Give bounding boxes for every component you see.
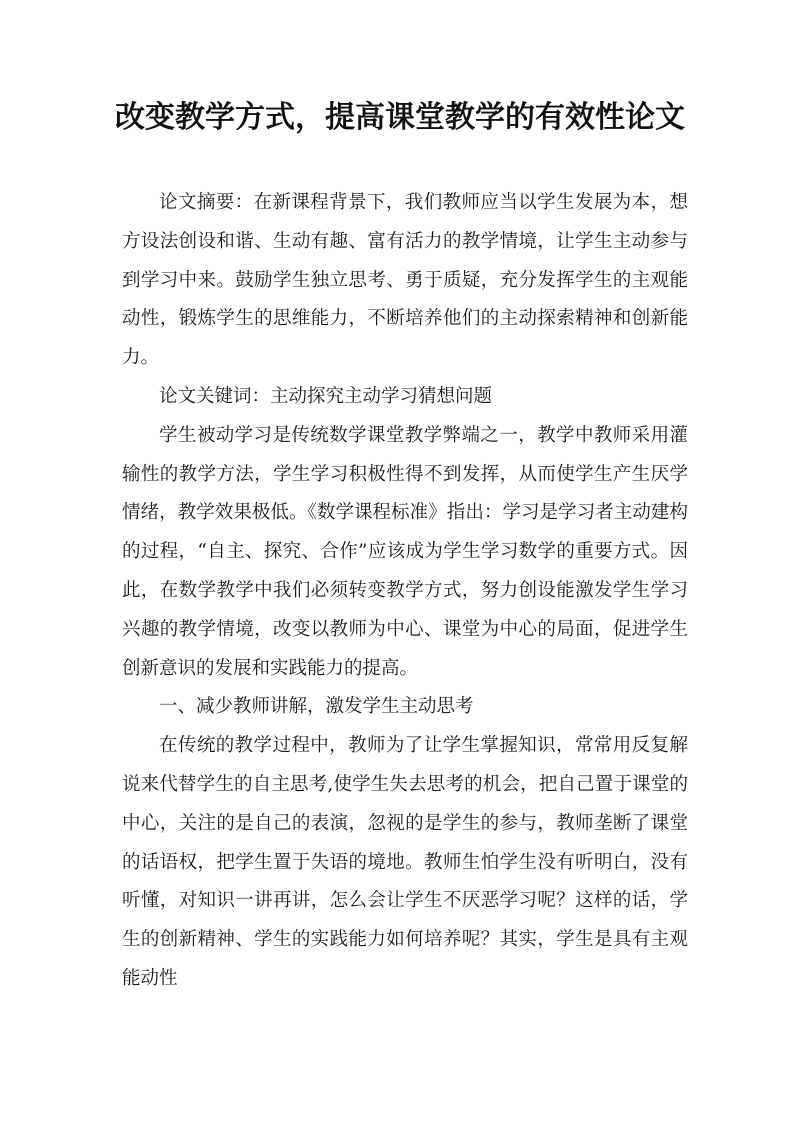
document-title: 改变教学方式，提高课堂教学的有效性论文 — [115, 100, 685, 135]
section-paragraph: 在传统的教学过程中，教师为了让学生掌握知识，常常用反复解说来代替学生的自主思考,使学生失去思考的机会，把自己置于课堂的中心，关注的是自己的表演，忽视的是学生的参与，教师垄断了课堂的话语权，把学生置于失语的境地。教师生怕学生没有听明白，没有听懂，对知识一讲再讲，怎么会让学生不厌恶学习呢？这样的话，学生的创新精神、学生的实践能力如何培养呢？其实，学生是具有主观能动性 — [122, 735, 688, 989]
section-heading: 一、减少教师讲解，激发学生主动思考 — [159, 696, 474, 718]
intro-paragraph: 学生被动学习是传统数学课堂教学弊端之一，教学中教师采用灌输性的教学方法，学生学习积极性得不到发挥，从而使学生产生厌学情绪，教学效果极低。《数学课程标准》指出：学习是学习者主动建构的过程，“自主、探究、合作”应该成为学生学习数学的重要方式。因此，在数学教学中我们必须转变教学方式，努力创设能激发学生学习兴趣的教学情境，改变以教师为中心、课堂为中心的局面，促进学生创新意识的发展和实践能力的提高。 — [122, 424, 688, 679]
abstract-paragraph: 论文摘要：在新课程背景下，我们教师应当以学生发展为本，想方设法创设和谐、生动有趣、富有活力的教学情境，让学生主动参与到学习中来。鼓励学生独立思考、勇于质疑，充分发挥学生的主观能动性，锻炼学生的思维能力，不断培养他们的主动探索精神和创新能力。 — [122, 192, 688, 369]
document-body — [122, 184, 688, 999]
keywords-paragraph: 论文关键词：主动探究主动学习猜想问题 — [159, 385, 493, 407]
